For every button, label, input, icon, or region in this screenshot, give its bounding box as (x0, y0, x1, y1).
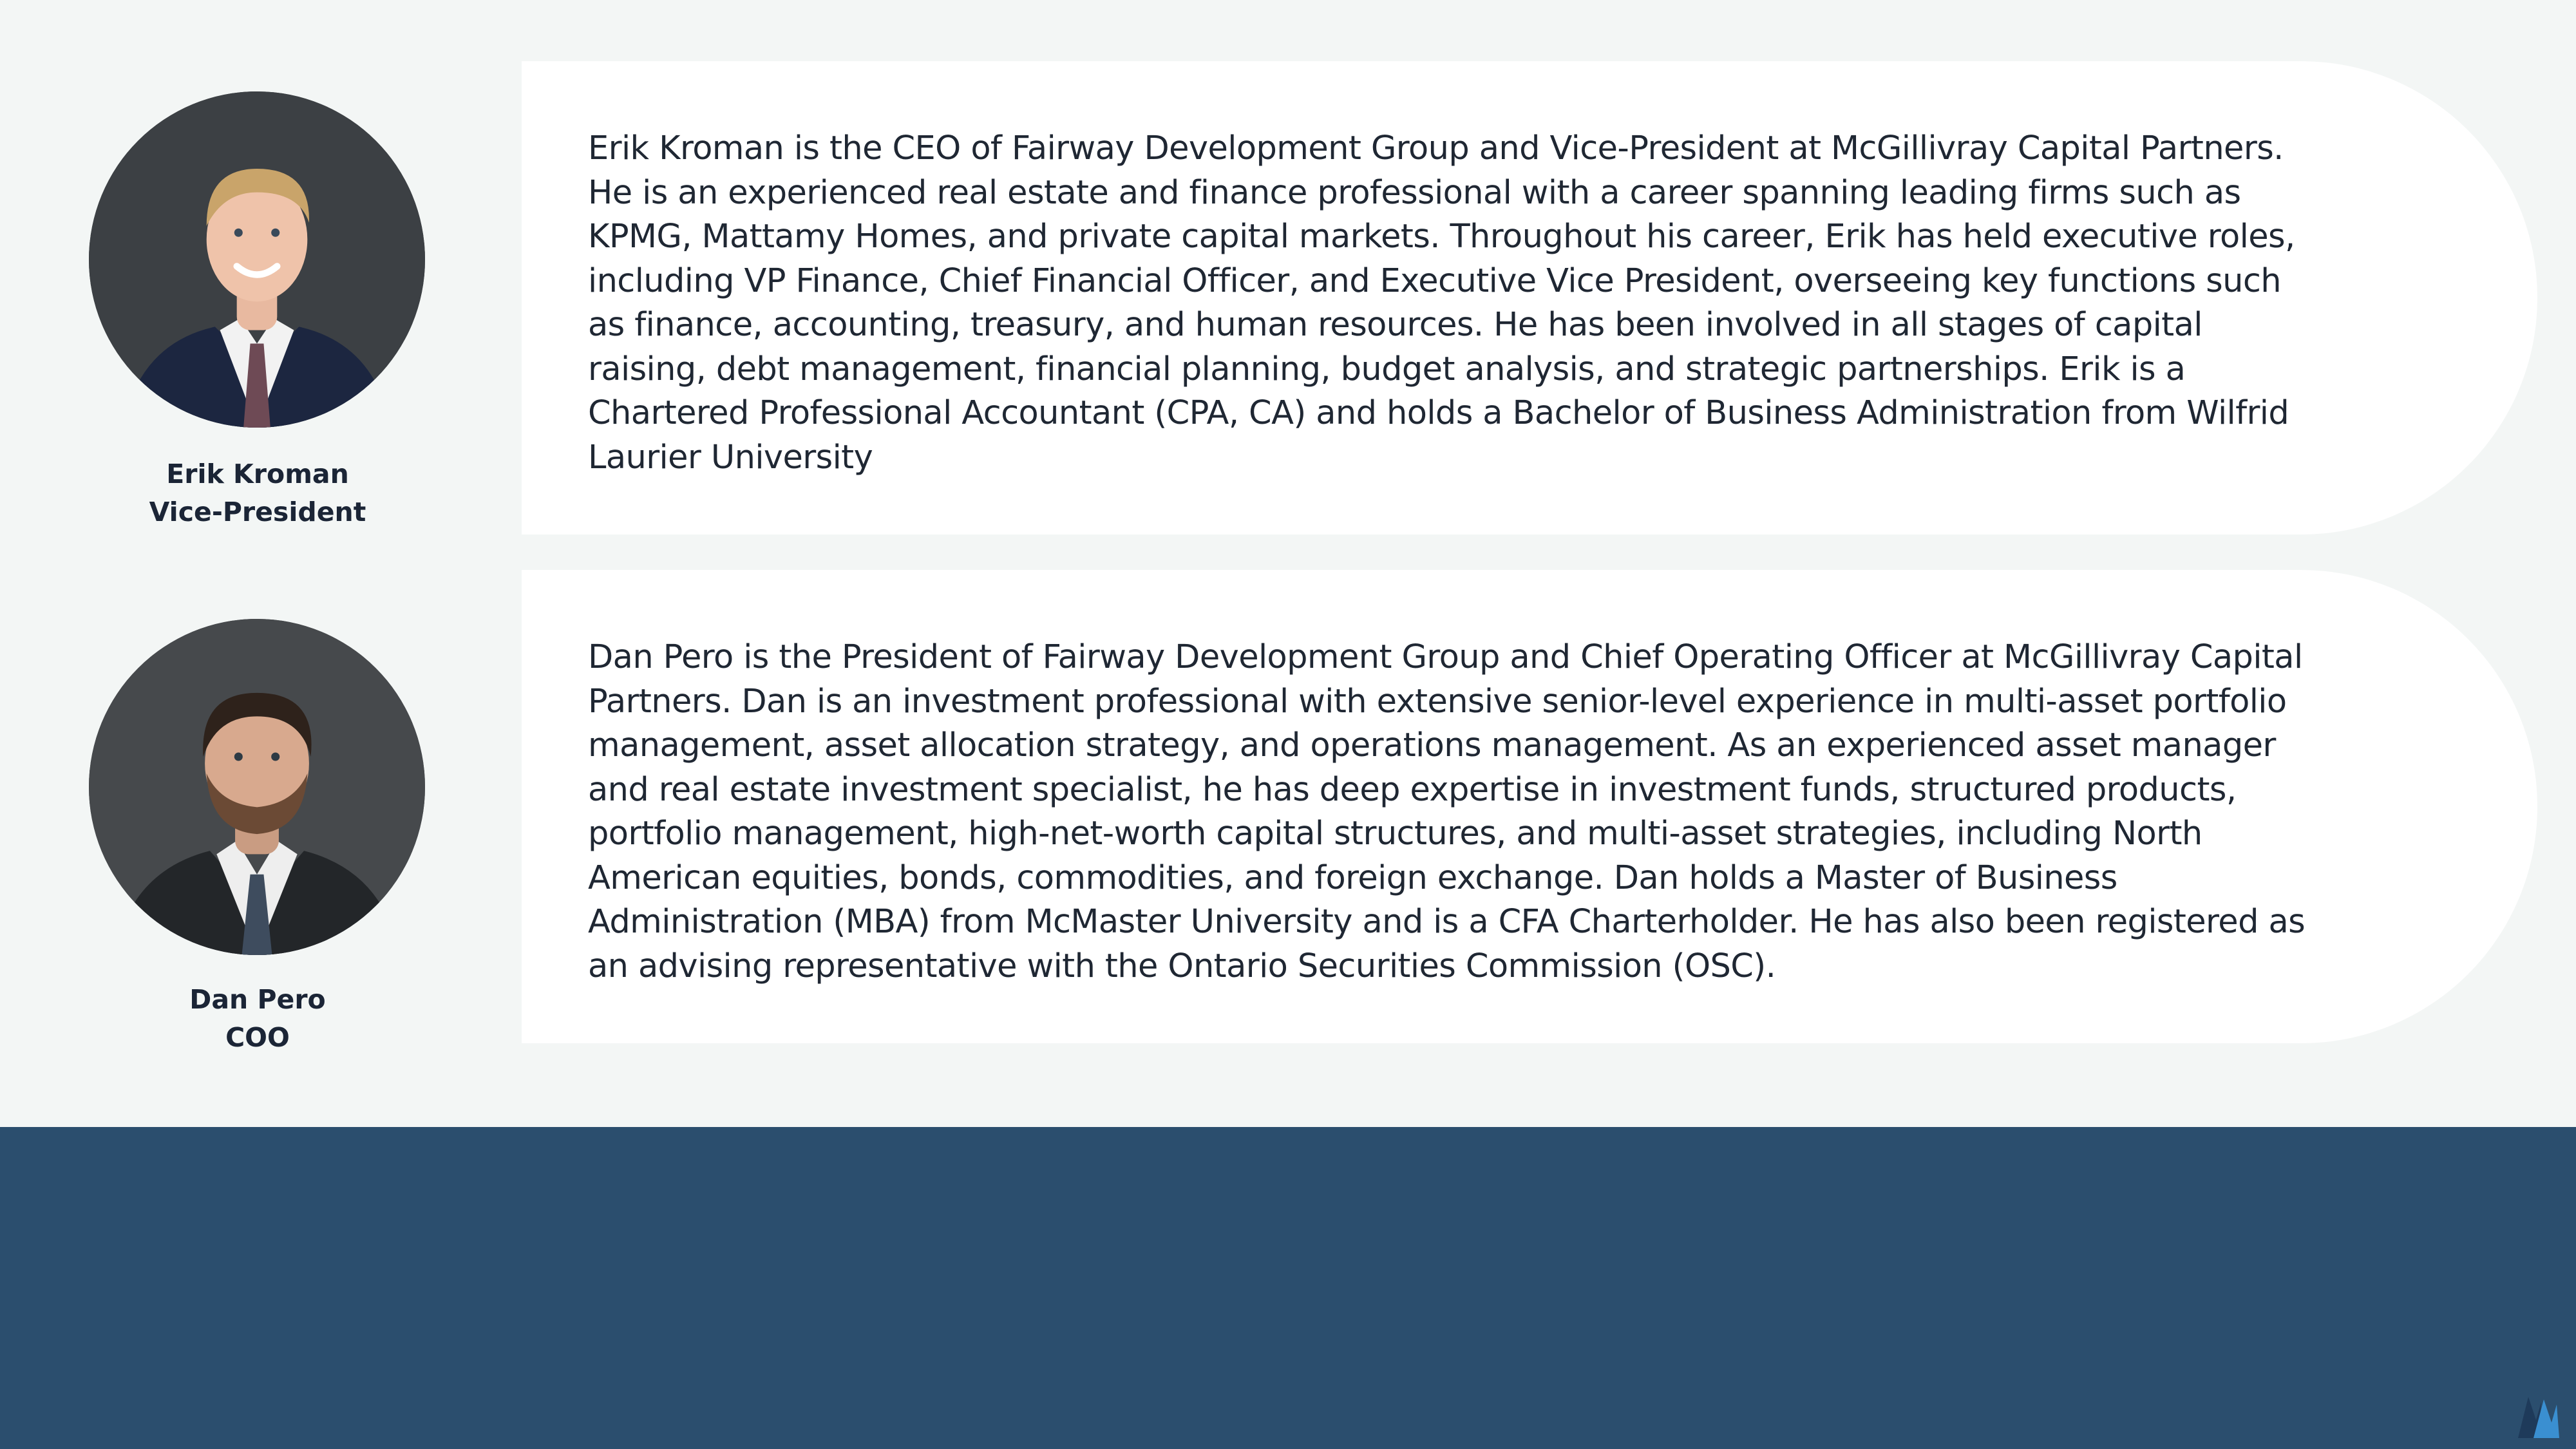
profile-dan-pero (0, 570, 2576, 1053)
bio-card-dan-pero (522, 570, 2537, 1043)
headshot-photo-icon (89, 619, 425, 955)
profile-name: Erik Kroman (166, 459, 349, 489)
erik-kroman-headshot (89, 91, 425, 428)
bio-card-erik-kroman (522, 61, 2537, 535)
dan-pero-caption (52, 981, 464, 1057)
bio-text: Erik Kroman is the CEO of Fairway Development Group and Vice-President at McGillivray Capital Partners. He is an experienced real estate and finance professional with a career spanning leading firms such as KPMG, Mattamy Homes, and private capital markets. Throughout his career, Erik has held executive roles, including VP Finance, Chief Financial Officer, and Executive Vice President, overseeing key functions such as finance, accounting, treasury, and human resources. He has been involved in all stages of capital raising, debt management, financial planning, budget analysis, and strategic partnerships. Erik is a Chartered Professional Accountant (CPA, CA) and holds a Bachelor of Business Administration from Wilfrid Laurier University (588, 129, 2295, 477)
profile-title: Vice-President (149, 497, 366, 527)
company-logo-mark-icon (2513, 1388, 2564, 1441)
profile-erik-kroman (0, 61, 2576, 538)
bio-text: Dan Pero is the President of Fairway Development Group and Chief Operating Officer at McGillivray Capital Partners. Dan is an investment professional with extensive senior-level experience in multi-asset portfolio management, asset allocation strategy, and operations management. As an experienced asset manager and real estate investment specialist, he has deep expertise in investment funds, structured products, portfolio management, high-net-worth capital structures, and multi-asset strategies, including North American equities, bonds, commodities, and foreign exchange. Dan holds a Master of Business Administration (MBA) from McMaster University and is a CFA Charterholder. He has also been registered as an advising representative with the Ontario Securities Commission (OSC). (588, 638, 2306, 985)
profile-title: COO (225, 1022, 290, 1053)
dan-pero-headshot (89, 619, 425, 955)
headshot-photo-icon (89, 91, 425, 428)
profile-name: Dan Pero (189, 984, 326, 1015)
footer-band (0, 1127, 2576, 1449)
erik-kroman-caption (52, 455, 464, 531)
